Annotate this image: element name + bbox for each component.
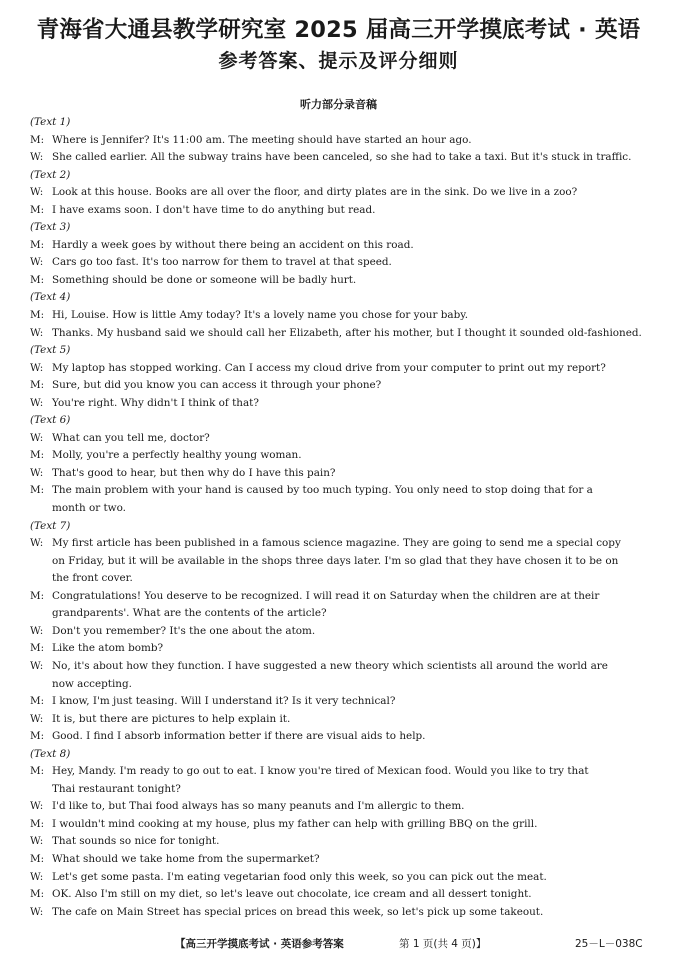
line-text: Something should be done or someone will be badly hurt. [52, 273, 357, 286]
speaker-label: W: [30, 905, 44, 918]
line-text: My laptop has stopped working. Can I access my cloud drive from your computer to print out my report? [52, 361, 606, 374]
text-label [30, 342, 652, 360]
dialogue-line [30, 202, 652, 220]
line-text: Let's get some pasta. I'm eating vegetarian food only this week, so you can pick out the meat. [52, 870, 547, 883]
line-text: I know, I'm just teasing. Will I understand it? Is it very technical? [52, 695, 396, 708]
speaker-label: M: [30, 817, 45, 830]
dialogue-line [30, 816, 652, 834]
line-text: Good. I find I absorb information better if there are visual aids to help. [52, 730, 426, 743]
line-text: Thanks. My husband said we should call her Elizabeth, after his mother, but I thought it sounded old-fashioned. [52, 326, 642, 339]
text-label [30, 219, 652, 237]
dialogue-line [30, 869, 652, 887]
dialogue-line [30, 482, 652, 500]
line-text: Like the atom bomb? [52, 642, 164, 655]
line-text: Cars go too fast. It's too narrow for them to travel at that speed. [52, 256, 392, 269]
footer-page-number: 第 1 页(共 4 页)】 [399, 938, 487, 950]
line-text: OK. Also I'm still on my diet, so let's leave out chocolate, ice cream and all dessert tonight. [52, 888, 532, 901]
speaker-label: W: [30, 712, 44, 725]
line-text: now accepting. [52, 677, 132, 690]
text-label [30, 412, 652, 430]
line-text: (Text 5) [30, 344, 71, 357]
speaker-label: W: [30, 396, 44, 409]
line-text: Thai restaurant tonight? [52, 782, 181, 795]
line-text: Hardly a week goes by without there being an accident on this road. [52, 238, 414, 251]
dialogue-line [30, 693, 652, 711]
footer-code: 25－L－038C [575, 938, 643, 950]
speaker-label: W: [30, 326, 44, 339]
text-label [30, 518, 652, 536]
dialogue-continuation [30, 676, 652, 694]
document-title: 青海省大通县教学研究室 2025 届高三开学摸底考试 · 英语 [36, 17, 641, 43]
line-text: That's good to hear, but then why do I have this pain? [52, 466, 336, 479]
speaker-label: W: [30, 151, 44, 164]
text-label [30, 746, 652, 764]
dialogue-line [30, 535, 652, 553]
page-footer [0, 936, 677, 954]
dialogue-line [30, 149, 652, 167]
dialogue-line [30, 851, 652, 869]
dialogue-line [30, 904, 652, 922]
dialogue-line [30, 640, 652, 658]
speaker-label: M: [30, 379, 45, 392]
speaker-label: M: [30, 449, 45, 462]
speaker-label: M: [30, 642, 45, 655]
line-text: grandparents'. What are the contents of the article? [52, 607, 327, 620]
footer-exam-name: 【高三开学摸底考试 · 英语参考答案 [175, 938, 344, 950]
text-label [30, 167, 652, 185]
line-text: Sure, but did you know you can access it through your phone? [52, 379, 382, 392]
line-text: (Text 3) [30, 221, 71, 234]
dialogue-continuation [30, 500, 652, 518]
dialogue-line [30, 325, 652, 343]
line-text: (Text 1) [30, 116, 71, 128]
dialogue-line [30, 658, 652, 676]
dialogue-line [30, 798, 652, 816]
line-text: Hi, Louise. How is little Amy today? It's a lovely name you chose for your baby. [52, 309, 469, 322]
speaker-label: M: [30, 238, 45, 251]
speaker-label: W: [30, 431, 44, 444]
speaker-label: W: [30, 659, 44, 672]
dialogue-line [30, 763, 652, 781]
line-text: Molly, you're a perfectly healthy young woman. [52, 449, 302, 462]
dialogue-line [30, 728, 652, 746]
line-text: (Text 2) [30, 168, 71, 181]
speaker-label: W: [30, 256, 44, 269]
line-text: on Friday, but it will be available in the shops three days later. I'm so glad that they have chosen it to be on [52, 554, 619, 567]
speaker-label: W: [30, 835, 44, 848]
dialogue-continuation [30, 570, 652, 588]
text-label [30, 289, 652, 307]
line-text: Congratulations! You deserve to be recognized. I will read it on Saturday when the children are at their [52, 589, 600, 602]
speaker-label: W: [30, 186, 44, 199]
line-text: I have exams soon. I don't have time to do anything but read. [52, 203, 376, 216]
dialogue-line [30, 430, 652, 448]
line-text: What should we take home from the supermarket? [52, 852, 320, 865]
line-text: (Text 7) [30, 519, 71, 532]
line-text: I'd like to, but Thai food always has so many peanuts and I'm allergic to them. [52, 800, 465, 813]
speaker-label: W: [30, 624, 44, 637]
speaker-label: M: [30, 888, 45, 901]
speaker-label: W: [30, 537, 44, 550]
speaker-label: M: [30, 203, 45, 216]
speaker-label: M: [30, 695, 45, 708]
line-text: the front cover. [52, 572, 133, 585]
line-text: The cafe on Main Street has special prices on bread this week, so let's pick up some takeout. [52, 905, 544, 918]
document-subtitle: 参考答案、提示及评分细则 [218, 50, 459, 72]
line-text: month or two. [52, 502, 126, 515]
speaker-label: W: [30, 361, 44, 374]
speaker-label: M: [30, 765, 45, 778]
dialogue-line [30, 886, 652, 904]
dialogue-line [30, 588, 652, 606]
line-text: I wouldn't mind cooking at my house, plus my father can help with grilling BBQ on the grill. [52, 817, 538, 830]
section-title: 听力部分录音稿 [300, 98, 377, 111]
speaker-label: M: [30, 133, 45, 146]
line-text: The main problem with your hand is caused by too much typing. You only need to stop doing that for a [52, 484, 593, 497]
speaker-label: W: [30, 800, 44, 813]
line-text: (Text 4) [30, 291, 71, 304]
line-text: You're right. Why didn't I think of that? [52, 396, 259, 409]
speaker-label: M: [30, 309, 45, 322]
line-text: (Text 8) [30, 747, 71, 760]
line-text: Hey, Mandy. I'm ready to go out to eat. I know you're tired of Mexican food. Would you like to try that [52, 765, 589, 778]
speaker-label: M: [30, 589, 45, 602]
speaker-label: M: [30, 730, 45, 743]
dialogue-line [30, 447, 652, 465]
dialogue-line [30, 272, 652, 290]
dialogue-line [30, 254, 652, 272]
dialogue-line [30, 623, 652, 641]
text-label [30, 114, 652, 132]
line-text: What can you tell me, doctor? [52, 431, 210, 444]
dialogue-line [30, 237, 652, 255]
line-text: It is, but there are pictures to help explain it. [52, 712, 291, 725]
dialogue-continuation [30, 553, 652, 571]
line-text: Look at this house. Books are all over the floor, and dirty plates are in the sink. Do we live in a zoo? [52, 186, 578, 199]
dialogue-continuation [30, 781, 652, 799]
line-text: She called earlier. All the subway trains have been canceled, so she had to take a taxi. But it's stuck in traffic. [52, 151, 632, 164]
speaker-label: W: [30, 870, 44, 883]
line-text: Don't you remember? It's the one about the atom. [52, 624, 316, 637]
dialogue-line [30, 184, 652, 202]
dialogue-line [30, 360, 652, 378]
dialogue-line [30, 132, 652, 150]
dialogue-line [30, 833, 652, 851]
dialogue-line [30, 711, 652, 729]
line-text: My first article has been published in a famous science magazine. They are going to send me a special copy [52, 537, 621, 550]
dialogue-line [30, 395, 652, 413]
dialogue-line [30, 377, 652, 395]
line-text: That sounds so nice for tonight. [52, 835, 220, 848]
speaker-label: M: [30, 852, 45, 865]
line-text: No, it's about how they function. I have suggested a new theory which scientists all around the world are [52, 659, 608, 672]
speaker-label: W: [30, 466, 44, 479]
dialogue-line [30, 307, 652, 325]
transcript-body [30, 114, 652, 921]
line-text: Where is Jennifer? It's 11:00 am. The meeting should have started an hour ago. [52, 133, 472, 146]
line-text: (Text 6) [30, 414, 71, 427]
dialogue-continuation [30, 605, 652, 623]
dialogue-line [30, 465, 652, 483]
speaker-label: M: [30, 273, 45, 286]
speaker-label: M: [30, 484, 45, 497]
